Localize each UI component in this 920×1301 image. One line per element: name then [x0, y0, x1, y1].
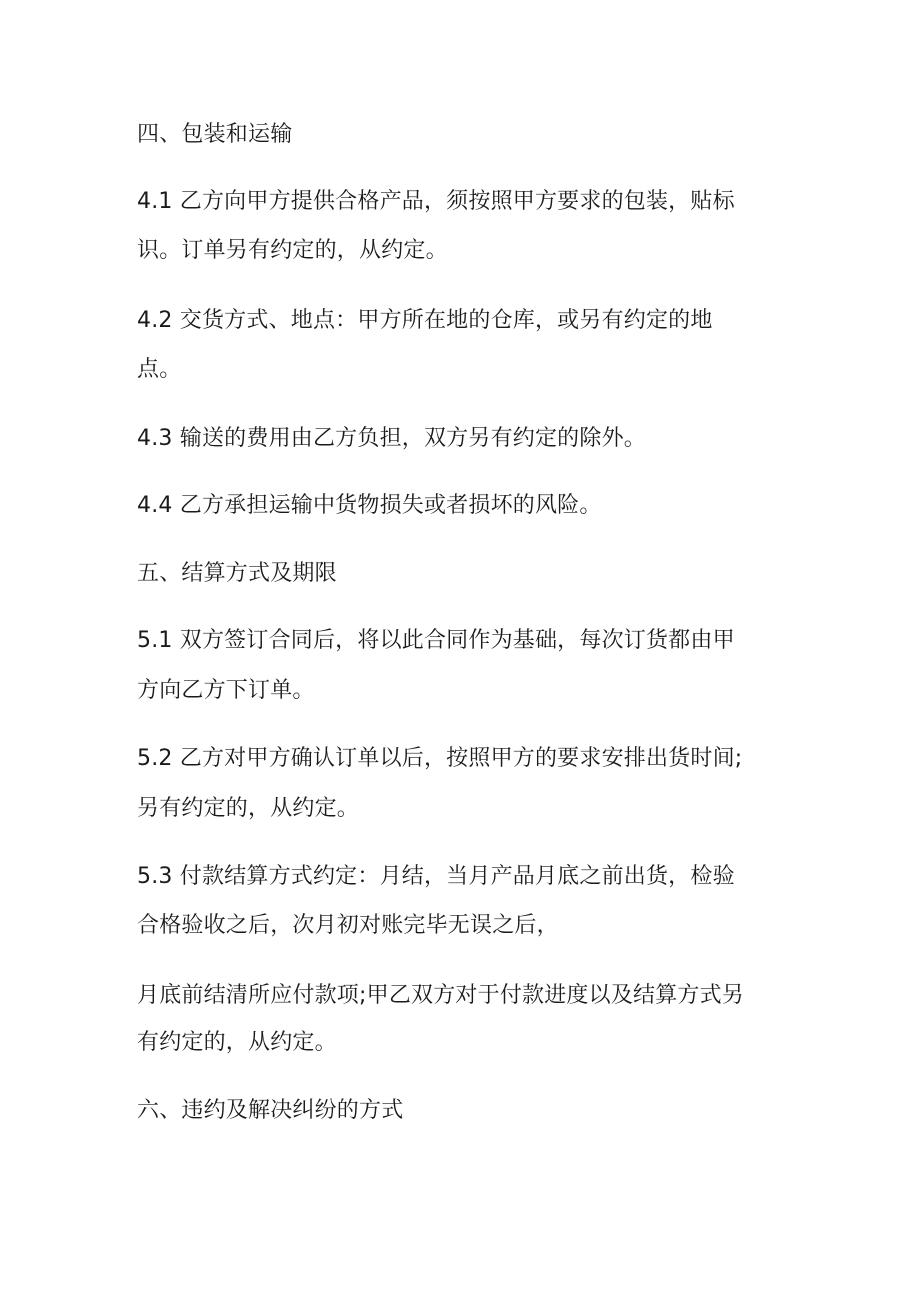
clause-4-2-line-1: 4.2 交货方式、地点：甲方所在地的仓库，或另有约定的地 [137, 308, 713, 333]
clause-5-2-line-1: 5.2 乙方对甲方确认订单以后，按照甲方的要求安排出货时间; [137, 746, 743, 771]
clause-4-4: 4.4 乙方承担运输中货物损失或者损坏的风险。 [137, 493, 602, 518]
clause-4-3: 4.3 输送的费用由乙方负担，双方另有约定的除外。 [137, 426, 646, 451]
clause-5-3-line-2: 合格验收之后，次月初对账完毕无误之后， [137, 913, 559, 938]
clause-4-2-line-2: 点。 [137, 357, 182, 382]
section-heading-breach: 六、违约及解决纠纷的方式 [137, 1098, 404, 1123]
clause-5-2-line-2: 另有约定的，从约定。 [137, 796, 360, 821]
clause-5-1-line-2: 方向乙方下订单。 [137, 678, 315, 703]
section-heading-packaging: 四、包装和运输 [137, 122, 293, 147]
clause-5-3-line-1: 5.3 付款结算方式约定：月结，当月产品月底之前出货，检验 [137, 864, 735, 889]
clause-5-3-line-3: 月底前结清所应付款项;甲乙双方对于付款进度以及结算方式另 [137, 983, 745, 1008]
clause-4-1-line-1: 4.1 乙方向甲方提供合格产品，须按照甲方要求的包装，贴标 [137, 189, 735, 214]
section-heading-settlement: 五、结算方式及期限 [137, 561, 337, 586]
clause-5-3-line-4: 有约定的，从约定。 [137, 1030, 337, 1055]
clause-5-1-line-1: 5.1 双方签订合同后，将以此合同作为基础，每次订货都由甲 [137, 628, 735, 653]
clause-4-1-line-2: 识。订单另有约定的，从约定。 [137, 238, 448, 263]
